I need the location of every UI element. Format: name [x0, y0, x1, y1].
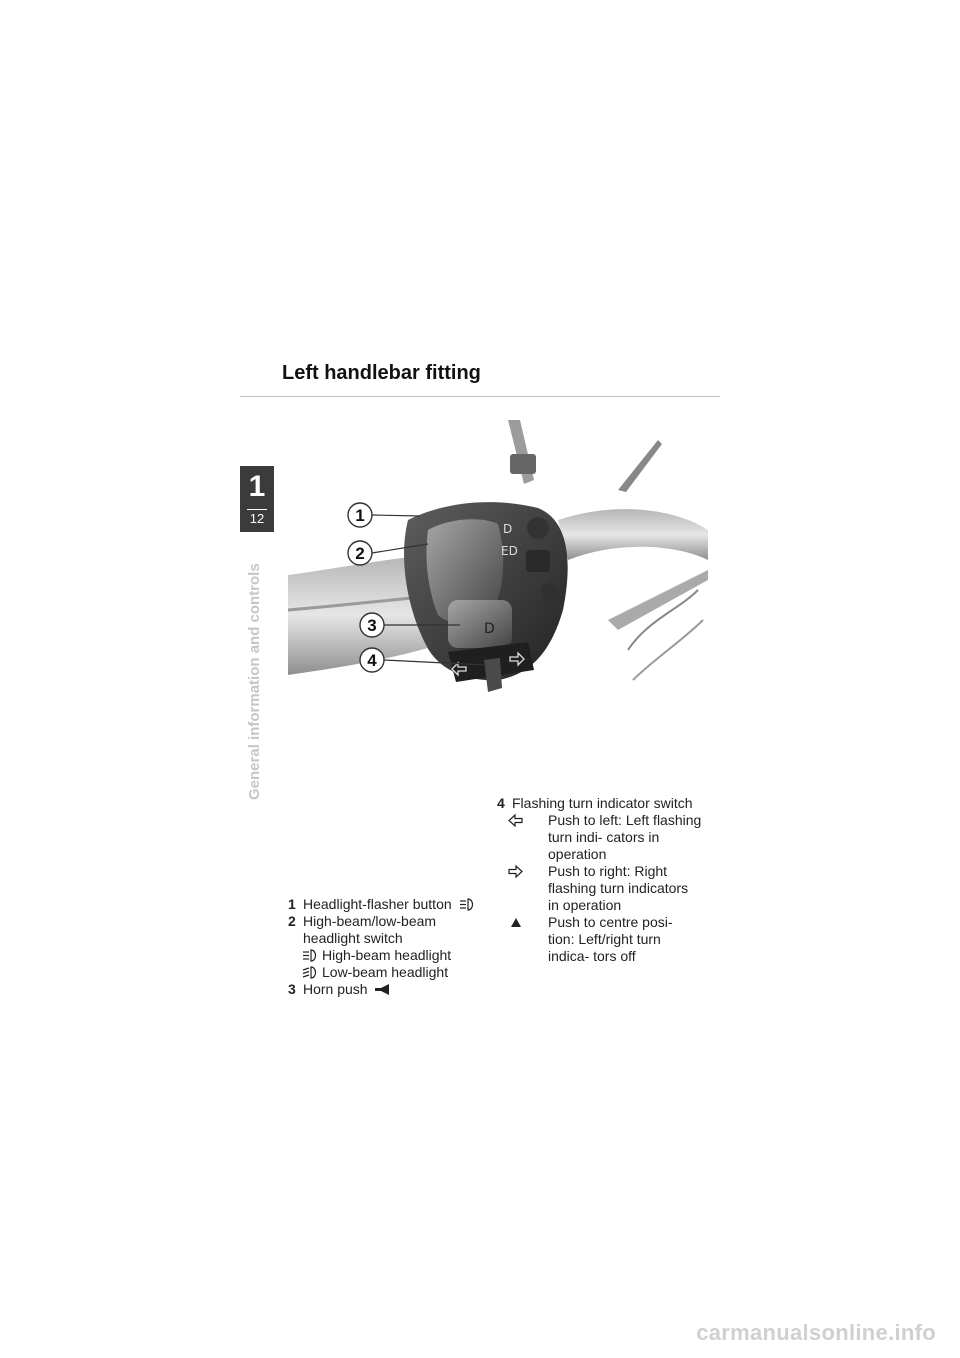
chapter-number: 1	[248, 470, 266, 503]
horn-button	[448, 600, 512, 648]
callout-1	[348, 503, 372, 527]
legend-item-4-number: 4	[497, 795, 505, 811]
handlebar-photo	[288, 420, 708, 720]
legend-item-2-sub-2-text: Low-beam headlight	[322, 964, 449, 980]
legend-item-4	[497, 795, 702, 812]
handlebar-right	[558, 509, 708, 560]
callout-4	[360, 648, 384, 672]
callout-4-label: 4	[367, 651, 377, 670]
up-triangle-icon	[507, 914, 525, 931]
legend-item-4-sub-1-text: Push to left: Left flashing turn indi- cators in operation	[548, 812, 702, 862]
legend-item-1	[288, 896, 488, 913]
page-title: Left handlebar fitting	[282, 362, 481, 384]
svg-text:D: D	[484, 621, 495, 637]
watermark-text: carmanualsonline.info	[696, 1320, 936, 1345]
callout-3	[360, 613, 384, 637]
svg-text:ED: ED	[501, 544, 518, 558]
legend-item-4-sub-2	[497, 863, 702, 914]
chapter-divider	[247, 509, 267, 510]
right-arrow-icon	[507, 863, 525, 880]
legend-item-3	[288, 981, 488, 998]
callout-1-label: 1	[355, 506, 365, 525]
high-beam-icon	[459, 897, 477, 912]
legend-item-2-sub-2	[288, 964, 488, 981]
switch-knob	[527, 517, 549, 539]
legend-item-1-text: Headlight-flasher button	[303, 896, 452, 912]
legend-item-2-text: High-beam/low-beam headlight switch	[303, 913, 437, 946]
legend-item-4-sub-1	[497, 812, 702, 863]
callout-2	[348, 541, 372, 565]
legend-item-2-number: 2	[288, 913, 296, 929]
side-caption: General information and controls	[246, 563, 263, 800]
legend-item-4-sub-2-text: Push to right: Right flashing turn indicators in operation	[548, 863, 689, 913]
legend-item-1-number: 1	[288, 896, 296, 912]
legend-item-3-number: 3	[288, 981, 296, 997]
legend-item-3-text: Horn push	[303, 981, 368, 997]
horn-icon	[374, 983, 392, 997]
legend-item-4-sub-3-text: Push to centre posi- tion: Left/right turn indica- tors off	[548, 914, 673, 964]
title-rule	[240, 396, 720, 397]
cable-clamp	[510, 454, 536, 474]
callout-3-label: 3	[367, 616, 377, 635]
legend-item-2-sub-1	[288, 947, 488, 964]
low-beam-icon	[302, 964, 320, 981]
page-number: 12	[249, 511, 265, 526]
legend-item-4-text: Flashing turn indicator switch	[512, 795, 693, 811]
legend-item-2	[288, 913, 488, 947]
turn-indicator-lever	[484, 658, 502, 692]
high-beam-icon	[302, 947, 320, 964]
chapter-tab	[240, 466, 274, 532]
svg-text:D: D	[503, 522, 513, 536]
left-arrow-icon	[507, 812, 525, 829]
legend-item-4-sub-3	[497, 914, 702, 965]
legend-item-2-sub-1-text: High-beam headlight	[322, 947, 452, 963]
legend-left	[288, 896, 488, 998]
legend-right	[497, 795, 702, 965]
callout-2-label: 2	[355, 544, 365, 563]
